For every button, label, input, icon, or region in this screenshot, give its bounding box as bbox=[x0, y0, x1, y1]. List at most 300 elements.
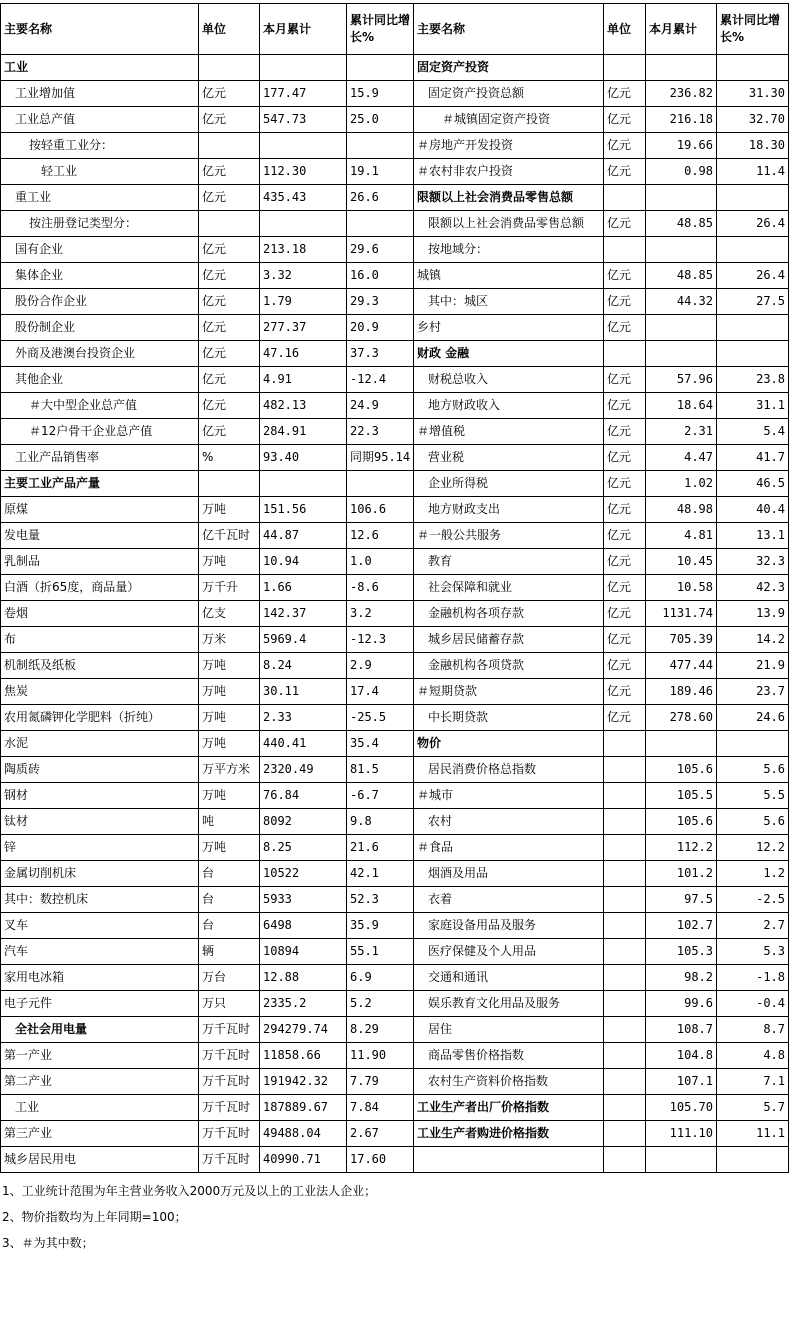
left-yoy-growth-cell: 106.6 bbox=[347, 497, 414, 523]
right-month-cumulative-cell: 1131.74 bbox=[646, 601, 717, 627]
left-yoy-growth-cell: -25.5 bbox=[347, 705, 414, 731]
left-month-cumulative-cell: 44.87 bbox=[260, 523, 347, 549]
right-unit-cell: 亿元 bbox=[604, 471, 646, 497]
right-month-cumulative-cell: 105.3 bbox=[646, 939, 717, 965]
left-item-name-cell: 集体企业 bbox=[1, 263, 199, 289]
table-row bbox=[1, 653, 789, 679]
right-item-name-cell: 医疗保健及个人用品 bbox=[414, 939, 604, 965]
left-yoy-growth-cell: 9.8 bbox=[347, 809, 414, 835]
left-unit-cell bbox=[199, 133, 260, 159]
right-unit-cell bbox=[604, 1095, 646, 1121]
left-yoy-growth-cell bbox=[347, 55, 414, 81]
header-growth-right: 累计同比增长% bbox=[717, 4, 789, 55]
left-yoy-growth-cell: 42.1 bbox=[347, 861, 414, 887]
left-item-name-cell: 外商及港澳台投资企业 bbox=[1, 341, 199, 367]
right-unit-cell bbox=[604, 185, 646, 211]
footnote: 1、工业统计范围为年主营业务收入2000万元及以上的工业法人企业； bbox=[2, 1184, 377, 1198]
right-item-name-cell: 社会保障和就业 bbox=[414, 575, 604, 601]
right-yoy-growth-cell bbox=[717, 185, 789, 211]
right-month-cumulative-cell: 105.5 bbox=[646, 783, 717, 809]
right-item-name-cell: 按地域分： bbox=[414, 237, 604, 263]
right-yoy-growth-cell: 12.2 bbox=[717, 835, 789, 861]
right-yoy-growth-cell bbox=[717, 315, 789, 341]
left-yoy-growth-cell: 24.9 bbox=[347, 393, 414, 419]
right-month-cumulative-cell: 108.7 bbox=[646, 1017, 717, 1043]
right-unit-cell bbox=[604, 1069, 646, 1095]
left-month-cumulative-cell: 8.24 bbox=[260, 653, 347, 679]
right-item-name-cell: 营业税 bbox=[414, 445, 604, 471]
left-month-cumulative-cell: 10.94 bbox=[260, 549, 347, 575]
right-yoy-growth-cell: 31.30 bbox=[717, 81, 789, 107]
right-yoy-growth-cell: 14.2 bbox=[717, 627, 789, 653]
left-item-name-cell: 全社会用电量 bbox=[1, 1017, 199, 1043]
right-item-name-cell: ＃城市 bbox=[414, 783, 604, 809]
right-unit-cell bbox=[604, 809, 646, 835]
header-unit-right: 单位 bbox=[604, 4, 646, 55]
left-month-cumulative-cell: 1.66 bbox=[260, 575, 347, 601]
right-yoy-growth-cell: 7.1 bbox=[717, 1069, 789, 1095]
right-month-cumulative-cell: 97.5 bbox=[646, 887, 717, 913]
left-unit-cell: 亿元 bbox=[199, 185, 260, 211]
right-month-cumulative-cell: 57.96 bbox=[646, 367, 717, 393]
right-month-cumulative-cell: 99.6 bbox=[646, 991, 717, 1017]
table-row bbox=[1, 263, 789, 289]
left-unit-cell: 亿元 bbox=[199, 341, 260, 367]
left-item-name-cell: 汽车 bbox=[1, 939, 199, 965]
left-month-cumulative-cell: 482.13 bbox=[260, 393, 347, 419]
left-unit-cell: 亿元 bbox=[199, 289, 260, 315]
right-month-cumulative-cell: 111.10 bbox=[646, 1121, 717, 1147]
right-month-cumulative-cell: 107.1 bbox=[646, 1069, 717, 1095]
right-item-name-cell: ＃一般公共服务 bbox=[414, 523, 604, 549]
right-item-name-cell: 地方财政收入 bbox=[414, 393, 604, 419]
left-item-name-cell: 锌 bbox=[1, 835, 199, 861]
right-unit-cell: 亿元 bbox=[604, 211, 646, 237]
left-unit-cell: 辆 bbox=[199, 939, 260, 965]
right-month-cumulative-cell: 477.44 bbox=[646, 653, 717, 679]
right-item-name-cell: ＃农村非农户投资 bbox=[414, 159, 604, 185]
left-yoy-growth-cell: -12.3 bbox=[347, 627, 414, 653]
left-month-cumulative-cell bbox=[260, 211, 347, 237]
right-yoy-growth-cell: 5.5 bbox=[717, 783, 789, 809]
left-item-name-cell: 原煤 bbox=[1, 497, 199, 523]
left-item-name-cell: 第一产业 bbox=[1, 1043, 199, 1069]
left-unit-cell: 亿元 bbox=[199, 263, 260, 289]
right-yoy-growth-cell: 5.4 bbox=[717, 419, 789, 445]
table-row bbox=[1, 913, 789, 939]
left-item-name-cell: 白酒（折65度，商品量） bbox=[1, 575, 199, 601]
left-unit-cell: 万吨 bbox=[199, 835, 260, 861]
right-month-cumulative-cell: 4.81 bbox=[646, 523, 717, 549]
right-month-cumulative-cell: 98.2 bbox=[646, 965, 717, 991]
right-item-name-cell: 商品零售价格指数 bbox=[414, 1043, 604, 1069]
right-unit-cell: 亿元 bbox=[604, 81, 646, 107]
left-unit-cell: 万吨 bbox=[199, 731, 260, 757]
left-unit-cell: 万吨 bbox=[199, 497, 260, 523]
left-month-cumulative-cell: 284.91 bbox=[260, 419, 347, 445]
right-yoy-growth-cell: 24.6 bbox=[717, 705, 789, 731]
left-month-cumulative-cell: 277.37 bbox=[260, 315, 347, 341]
right-unit-cell: 亿元 bbox=[604, 159, 646, 185]
right-unit-cell bbox=[604, 1121, 646, 1147]
table-row bbox=[1, 601, 789, 627]
right-item-name-cell: 工业生产者出厂价格指数 bbox=[414, 1095, 604, 1121]
left-item-name-cell: 其他企业 bbox=[1, 367, 199, 393]
left-month-cumulative-cell: 11858.66 bbox=[260, 1043, 347, 1069]
right-unit-cell: 亿元 bbox=[604, 653, 646, 679]
right-unit-cell: 亿元 bbox=[604, 627, 646, 653]
right-month-cumulative-cell: 105.70 bbox=[646, 1095, 717, 1121]
left-month-cumulative-cell: 440.41 bbox=[260, 731, 347, 757]
right-unit-cell: 亿元 bbox=[604, 575, 646, 601]
table-row bbox=[1, 679, 789, 705]
left-month-cumulative-cell: 151.56 bbox=[260, 497, 347, 523]
left-unit-cell: 万平方米 bbox=[199, 757, 260, 783]
left-item-name-cell: 股份合作企业 bbox=[1, 289, 199, 315]
left-unit-cell: % bbox=[199, 445, 260, 471]
right-yoy-growth-cell: 5.3 bbox=[717, 939, 789, 965]
right-yoy-growth-cell: 11.4 bbox=[717, 159, 789, 185]
left-month-cumulative-cell: 76.84 bbox=[260, 783, 347, 809]
left-month-cumulative-cell: 6498 bbox=[260, 913, 347, 939]
right-unit-cell: 亿元 bbox=[604, 523, 646, 549]
right-unit-cell bbox=[604, 1147, 646, 1173]
left-unit-cell: 万吨 bbox=[199, 705, 260, 731]
right-month-cumulative-cell bbox=[646, 315, 717, 341]
right-item-name-cell: 衣着 bbox=[414, 887, 604, 913]
left-item-name-cell: ＃大中型企业总产值 bbox=[1, 393, 199, 419]
left-month-cumulative-cell: 8092 bbox=[260, 809, 347, 835]
left-yoy-growth-cell: 35.9 bbox=[347, 913, 414, 939]
left-yoy-growth-cell: 15.9 bbox=[347, 81, 414, 107]
right-month-cumulative-cell: 189.46 bbox=[646, 679, 717, 705]
left-month-cumulative-cell: 5969.4 bbox=[260, 627, 347, 653]
right-unit-cell bbox=[604, 939, 646, 965]
left-item-name-cell: 按注册登记类型分： bbox=[1, 211, 199, 237]
right-month-cumulative-cell bbox=[646, 341, 717, 367]
right-month-cumulative-cell: 18.64 bbox=[646, 393, 717, 419]
right-unit-cell: 亿元 bbox=[604, 315, 646, 341]
right-item-name-cell: 财税总收入 bbox=[414, 367, 604, 393]
right-yoy-growth-cell: 32.70 bbox=[717, 107, 789, 133]
right-item-name-cell: 限额以上社会消费品零售总额 bbox=[414, 211, 604, 237]
left-month-cumulative-cell: 12.88 bbox=[260, 965, 347, 991]
right-month-cumulative-cell bbox=[646, 55, 717, 81]
right-item-name-cell: 娱乐教育文化用品及服务 bbox=[414, 991, 604, 1017]
left-yoy-growth-cell: 11.90 bbox=[347, 1043, 414, 1069]
left-month-cumulative-cell: 8.25 bbox=[260, 835, 347, 861]
left-item-name-cell: 电子元件 bbox=[1, 991, 199, 1017]
left-item-name-cell: 叉车 bbox=[1, 913, 199, 939]
left-unit-cell: 万只 bbox=[199, 991, 260, 1017]
left-yoy-growth-cell: 16.0 bbox=[347, 263, 414, 289]
left-unit-cell: 万千瓦时 bbox=[199, 1121, 260, 1147]
left-yoy-growth-cell: 35.4 bbox=[347, 731, 414, 757]
left-item-name-cell: 钢材 bbox=[1, 783, 199, 809]
table-row bbox=[1, 965, 789, 991]
right-month-cumulative-cell: 1.02 bbox=[646, 471, 717, 497]
right-unit-cell bbox=[604, 913, 646, 939]
right-item-name-cell: 限额以上社会消费品零售总额 bbox=[414, 185, 604, 211]
right-item-name-cell: 固定资产投资总额 bbox=[414, 81, 604, 107]
left-month-cumulative-cell: 93.40 bbox=[260, 445, 347, 471]
left-unit-cell bbox=[199, 211, 260, 237]
table-row bbox=[1, 1147, 789, 1173]
left-month-cumulative-cell: 2335.2 bbox=[260, 991, 347, 1017]
left-unit-cell: 万千瓦时 bbox=[199, 1017, 260, 1043]
right-month-cumulative-cell: 48.85 bbox=[646, 211, 717, 237]
right-yoy-growth-cell: 23.8 bbox=[717, 367, 789, 393]
right-month-cumulative-cell: 105.6 bbox=[646, 757, 717, 783]
right-item-name-cell: 城乡居民储蓄存款 bbox=[414, 627, 604, 653]
left-yoy-growth-cell: 8.29 bbox=[347, 1017, 414, 1043]
right-item-name-cell: ＃短期贷款 bbox=[414, 679, 604, 705]
left-month-cumulative-cell: 1.79 bbox=[260, 289, 347, 315]
table-row bbox=[1, 1095, 789, 1121]
table-row bbox=[1, 341, 789, 367]
right-item-name-cell: 其中：城区 bbox=[414, 289, 604, 315]
left-yoy-growth-cell: 7.79 bbox=[347, 1069, 414, 1095]
left-unit-cell: 亿元 bbox=[199, 315, 260, 341]
table-row bbox=[1, 133, 789, 159]
right-month-cumulative-cell bbox=[646, 237, 717, 263]
header-growth-left: 累计同比增长% bbox=[347, 4, 414, 55]
right-yoy-growth-cell bbox=[717, 55, 789, 81]
left-yoy-growth-cell: 6.9 bbox=[347, 965, 414, 991]
footnotes bbox=[2, 1178, 376, 1256]
left-month-cumulative-cell: 3.32 bbox=[260, 263, 347, 289]
left-item-name-cell: 机制纸及纸板 bbox=[1, 653, 199, 679]
table-row bbox=[1, 237, 789, 263]
right-item-name-cell: 农村 bbox=[414, 809, 604, 835]
right-month-cumulative-cell: 278.60 bbox=[646, 705, 717, 731]
right-month-cumulative-cell: 48.85 bbox=[646, 263, 717, 289]
left-unit-cell bbox=[199, 471, 260, 497]
left-item-name-cell: 工业 bbox=[1, 1095, 199, 1121]
right-month-cumulative-cell: 216.18 bbox=[646, 107, 717, 133]
right-yoy-growth-cell: 5.6 bbox=[717, 809, 789, 835]
right-month-cumulative-cell: 48.98 bbox=[646, 497, 717, 523]
left-item-name-cell: 乳制品 bbox=[1, 549, 199, 575]
table-row bbox=[1, 1043, 789, 1069]
table-row bbox=[1, 1069, 789, 1095]
right-yoy-growth-cell: 4.8 bbox=[717, 1043, 789, 1069]
left-yoy-growth-cell: 55.1 bbox=[347, 939, 414, 965]
table-row bbox=[1, 211, 789, 237]
right-item-name-cell: 金融机构各项贷款 bbox=[414, 653, 604, 679]
right-unit-cell bbox=[604, 757, 646, 783]
right-yoy-growth-cell bbox=[717, 1147, 789, 1173]
right-unit-cell bbox=[604, 731, 646, 757]
left-yoy-growth-cell: 5.2 bbox=[347, 991, 414, 1017]
right-yoy-growth-cell bbox=[717, 341, 789, 367]
right-item-name-cell: 金融机构各项存款 bbox=[414, 601, 604, 627]
left-unit-cell: 台 bbox=[199, 887, 260, 913]
table-row bbox=[1, 627, 789, 653]
left-item-name-cell: 工业总产值 bbox=[1, 107, 199, 133]
left-unit-cell: 万米 bbox=[199, 627, 260, 653]
table-row bbox=[1, 393, 789, 419]
left-yoy-growth-cell: 同期95.14 bbox=[347, 445, 414, 471]
right-month-cumulative-cell: 44.32 bbox=[646, 289, 717, 315]
left-month-cumulative-cell: 10522 bbox=[260, 861, 347, 887]
right-month-cumulative-cell: 105.6 bbox=[646, 809, 717, 835]
right-month-cumulative-cell: 10.58 bbox=[646, 575, 717, 601]
left-yoy-growth-cell: 17.60 bbox=[347, 1147, 414, 1173]
right-yoy-growth-cell: 40.4 bbox=[717, 497, 789, 523]
left-item-name-cell: 卷烟 bbox=[1, 601, 199, 627]
left-month-cumulative-cell: 2.33 bbox=[260, 705, 347, 731]
table-row bbox=[1, 315, 789, 341]
left-item-name-cell: 工业 bbox=[1, 55, 199, 81]
table-row bbox=[1, 991, 789, 1017]
right-unit-cell: 亿元 bbox=[604, 549, 646, 575]
right-yoy-growth-cell: 1.2 bbox=[717, 861, 789, 887]
left-month-cumulative-cell: 49488.04 bbox=[260, 1121, 347, 1147]
left-month-cumulative-cell: 47.16 bbox=[260, 341, 347, 367]
right-yoy-growth-cell: 21.9 bbox=[717, 653, 789, 679]
right-unit-cell: 亿元 bbox=[604, 367, 646, 393]
table-row bbox=[1, 523, 789, 549]
right-yoy-growth-cell: 8.7 bbox=[717, 1017, 789, 1043]
right-yoy-growth-cell: 41.7 bbox=[717, 445, 789, 471]
left-yoy-growth-cell: 20.9 bbox=[347, 315, 414, 341]
left-yoy-growth-cell: 2.9 bbox=[347, 653, 414, 679]
right-item-name-cell: ＃房地产开发投资 bbox=[414, 133, 604, 159]
left-unit-cell: 万千瓦时 bbox=[199, 1147, 260, 1173]
left-unit-cell: 万千瓦时 bbox=[199, 1043, 260, 1069]
right-item-name-cell: 乡村 bbox=[414, 315, 604, 341]
table-row bbox=[1, 1121, 789, 1147]
left-month-cumulative-cell: 294279.74 bbox=[260, 1017, 347, 1043]
right-month-cumulative-cell bbox=[646, 1147, 717, 1173]
right-yoy-growth-cell: 26.4 bbox=[717, 211, 789, 237]
left-item-name-cell: 布 bbox=[1, 627, 199, 653]
table-row bbox=[1, 757, 789, 783]
left-yoy-growth-cell: 52.3 bbox=[347, 887, 414, 913]
right-item-name-cell: 交通和通讯 bbox=[414, 965, 604, 991]
left-month-cumulative-cell: 30.11 bbox=[260, 679, 347, 705]
left-unit-cell: 亿元 bbox=[199, 237, 260, 263]
right-yoy-growth-cell: -2.5 bbox=[717, 887, 789, 913]
left-month-cumulative-cell: 4.91 bbox=[260, 367, 347, 393]
table-row bbox=[1, 887, 789, 913]
right-yoy-growth-cell: 26.4 bbox=[717, 263, 789, 289]
table-row bbox=[1, 1017, 789, 1043]
left-item-name-cell: 城乡居民用电 bbox=[1, 1147, 199, 1173]
right-item-name-cell: 企业所得税 bbox=[414, 471, 604, 497]
left-item-name-cell: ＃12户骨干企业总产值 bbox=[1, 419, 199, 445]
right-unit-cell bbox=[604, 965, 646, 991]
right-unit-cell: 亿元 bbox=[604, 107, 646, 133]
left-yoy-growth-cell: 22.3 bbox=[347, 419, 414, 445]
table-row bbox=[1, 731, 789, 757]
right-unit-cell bbox=[604, 237, 646, 263]
right-unit-cell: 亿元 bbox=[604, 679, 646, 705]
right-month-cumulative-cell: 112.2 bbox=[646, 835, 717, 861]
right-item-name-cell: ＃增值税 bbox=[414, 419, 604, 445]
left-item-name-cell: 金属切削机床 bbox=[1, 861, 199, 887]
right-item-name-cell: 城镇 bbox=[414, 263, 604, 289]
right-item-name-cell: 物价 bbox=[414, 731, 604, 757]
left-yoy-growth-cell: 37.3 bbox=[347, 341, 414, 367]
right-unit-cell: 亿元 bbox=[604, 133, 646, 159]
right-item-name-cell: 工业生产者购进价格指数 bbox=[414, 1121, 604, 1147]
right-yoy-growth-cell bbox=[717, 237, 789, 263]
left-month-cumulative-cell bbox=[260, 471, 347, 497]
right-yoy-growth-cell: 13.1 bbox=[717, 523, 789, 549]
left-unit-cell: 亿支 bbox=[199, 601, 260, 627]
right-item-name-cell: 中长期贷款 bbox=[414, 705, 604, 731]
left-unit-cell: 万台 bbox=[199, 965, 260, 991]
table-row bbox=[1, 367, 789, 393]
left-yoy-growth-cell: 29.6 bbox=[347, 237, 414, 263]
right-yoy-growth-cell: 42.3 bbox=[717, 575, 789, 601]
left-month-cumulative-cell: 177.47 bbox=[260, 81, 347, 107]
left-yoy-growth-cell bbox=[347, 211, 414, 237]
left-unit-cell: 亿元 bbox=[199, 367, 260, 393]
left-yoy-growth-cell: 81.5 bbox=[347, 757, 414, 783]
right-month-cumulative-cell: 104.8 bbox=[646, 1043, 717, 1069]
table-row bbox=[1, 185, 789, 211]
table-row bbox=[1, 107, 789, 133]
left-unit-cell: 亿元 bbox=[199, 419, 260, 445]
left-item-name-cell: 国有企业 bbox=[1, 237, 199, 263]
left-item-name-cell: 其中：数控机床 bbox=[1, 887, 199, 913]
right-month-cumulative-cell: 236.82 bbox=[646, 81, 717, 107]
left-month-cumulative-cell bbox=[260, 133, 347, 159]
right-item-name-cell: 居民消费价格总指数 bbox=[414, 757, 604, 783]
right-unit-cell: 亿元 bbox=[604, 263, 646, 289]
table-row bbox=[1, 861, 789, 887]
left-yoy-growth-cell: 29.3 bbox=[347, 289, 414, 315]
table-row bbox=[1, 809, 789, 835]
right-unit-cell bbox=[604, 887, 646, 913]
right-unit-cell bbox=[604, 783, 646, 809]
left-unit-cell: 吨 bbox=[199, 809, 260, 835]
right-yoy-growth-cell: 13.9 bbox=[717, 601, 789, 627]
left-unit-cell: 台 bbox=[199, 913, 260, 939]
left-unit-cell: 万千瓦时 bbox=[199, 1095, 260, 1121]
right-yoy-growth-cell: 11.1 bbox=[717, 1121, 789, 1147]
right-yoy-growth-cell bbox=[717, 731, 789, 757]
right-item-name-cell: 固定资产投资 bbox=[414, 55, 604, 81]
right-yoy-growth-cell: 46.5 bbox=[717, 471, 789, 497]
table-row bbox=[1, 575, 789, 601]
right-item-name-cell: 居住 bbox=[414, 1017, 604, 1043]
table-row bbox=[1, 159, 789, 185]
right-item-name-cell bbox=[414, 1147, 604, 1173]
right-yoy-growth-cell: 27.5 bbox=[717, 289, 789, 315]
right-unit-cell: 亿元 bbox=[604, 705, 646, 731]
left-item-name-cell: 第二产业 bbox=[1, 1069, 199, 1095]
right-item-name-cell: ＃城镇固定资产投资 bbox=[414, 107, 604, 133]
table-header bbox=[1, 4, 789, 55]
left-month-cumulative-cell: 187889.67 bbox=[260, 1095, 347, 1121]
right-item-name-cell: 烟酒及用品 bbox=[414, 861, 604, 887]
table-row bbox=[1, 445, 789, 471]
right-unit-cell: 亿元 bbox=[604, 393, 646, 419]
header-name-right: 主要名称 bbox=[414, 4, 604, 55]
left-month-cumulative-cell: 547.73 bbox=[260, 107, 347, 133]
left-unit-cell: 亿元 bbox=[199, 393, 260, 419]
right-unit-cell bbox=[604, 1017, 646, 1043]
right-unit-cell bbox=[604, 1043, 646, 1069]
right-item-name-cell: 财政 金融 bbox=[414, 341, 604, 367]
header-name-left: 主要名称 bbox=[1, 4, 199, 55]
left-unit-cell: 台 bbox=[199, 861, 260, 887]
right-yoy-growth-cell: 5.7 bbox=[717, 1095, 789, 1121]
